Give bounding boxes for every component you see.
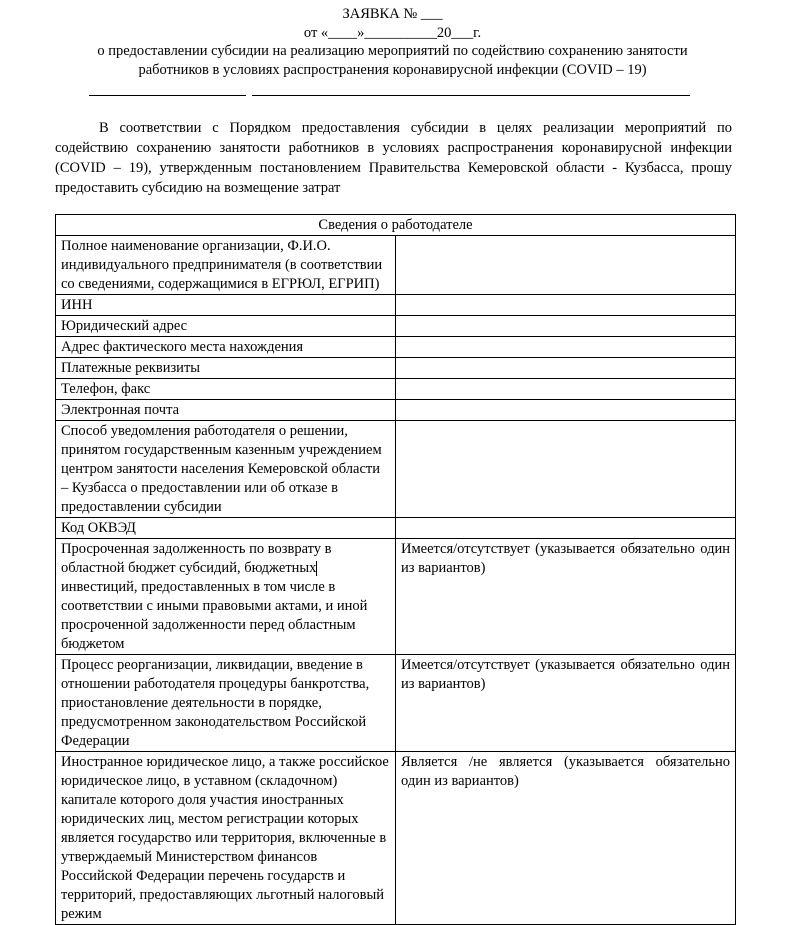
row-label-overdue-debt xyxy=(56,539,396,655)
row-label-notification-method: Способ уведомления работодателя о решении, принятом государственным казенным учреждением центром занятости населения Кемеровской области – Кузбасса о предоставлении или об отказе в предоставлении субсидии xyxy=(56,421,396,518)
table-row xyxy=(56,358,736,379)
row-label-legal-address: Юридический адрес xyxy=(56,316,396,337)
table-row xyxy=(56,295,736,316)
table-row xyxy=(56,655,736,752)
row-value-foreign-entity[interactable]: Является /не является (указывается обязательно один из вариантов) xyxy=(396,752,736,925)
row-value-reorganization[interactable]: Имеется/отсутствует (указывается обязательно один из вариантов) xyxy=(396,655,736,752)
row-label-okved: Код ОКВЭД xyxy=(56,518,396,539)
application-date-line: от «____»__________20___г. xyxy=(303,25,482,41)
table-row xyxy=(56,400,736,421)
application-subtitle-line1: о предоставлении субсидии на реализацию мероприятий по содействию сохранению занятости xyxy=(97,43,688,59)
row-label-reorganization: Процесс реорганизации, ликвидации, введение в отношении работодателя процедуры банкротства, приостановление деятельности в порядке, предусмотренном законодательством Российской Федерации xyxy=(56,655,396,752)
row-label-overdue-debt-part2: инвестиций, предоставленных в том числе в соответствии с иными правовыми актами, и иной просроченной задолженности перед областным бюджетом xyxy=(61,579,368,652)
row-value-email[interactable] xyxy=(396,400,736,421)
text-cursor xyxy=(316,561,317,576)
table-row xyxy=(56,752,736,925)
row-value-notification-method[interactable] xyxy=(396,421,736,518)
table-row xyxy=(56,236,736,295)
row-value-overdue-debt[interactable]: Имеется/отсутствует (указывается обязательно один из вариантов) xyxy=(396,539,736,655)
application-title: ЗАЯВКА № ___ xyxy=(342,6,443,22)
row-label-phone-fax: Телефон, факс xyxy=(56,379,396,400)
intro-text: В соответствии с Порядком предоставления субсидии в целях реализации мероприятий по содействию сохранению занятости работников в условиях распространения коронавирусной инфекции (COVID – 19), утвержденным постановлением Правительства Кемеровской области - Кузбасса, прошу предоставить субсидию на возмещение затрат xyxy=(55,120,732,196)
row-value-legal-address[interactable] xyxy=(396,316,736,337)
table-row xyxy=(56,421,736,518)
row-label-overdue-debt-part1: Просроченная задолженность по возврату в областной бюджет субсидий, бюджетных xyxy=(61,541,332,576)
table-row xyxy=(56,316,736,337)
row-value-payment-details[interactable] xyxy=(396,358,736,379)
row-label-foreign-entity: Иностранное юридическое лицо, а также российское юридическое лицо, в уставном (складочном) капитале которого доля участия иностранных юридических лиц, местом регистрации которых является государство или территория, включенные в утверждаемый Министерством финансов Российской Федерации перечень государств и территорий, предоставляющих льготный налоговый режим xyxy=(56,752,396,925)
row-label-actual-address: Адрес фактического места нахождения xyxy=(56,337,396,358)
blank-underline-right xyxy=(252,95,690,96)
table-header: Сведения о работодателе xyxy=(56,215,736,236)
row-value-inn[interactable] xyxy=(396,295,736,316)
row-label-payment-details: Платежные реквизиты xyxy=(56,358,396,379)
application-subtitle-line2: работников в условиях распространения коронавирусной инфекции (COVID – 19) xyxy=(138,62,647,78)
row-label-email: Электронная почта xyxy=(56,400,396,421)
intro-paragraph xyxy=(55,118,732,198)
row-label-full-name: Полное наименование организации, Ф.И.О. индивидуального предпринимателя (в соответствии со сведениями, содержащимися в ЕГРЮЛ, ЕГРИП) xyxy=(56,236,396,295)
blank-underline-left xyxy=(89,95,246,96)
table-row xyxy=(56,379,736,400)
table-row xyxy=(56,337,736,358)
row-value-full-name[interactable] xyxy=(396,236,736,295)
table-row xyxy=(56,518,736,539)
row-label-inn: ИНН xyxy=(56,295,396,316)
table-row xyxy=(56,539,736,655)
row-value-phone-fax[interactable] xyxy=(396,379,736,400)
row-value-okved[interactable] xyxy=(396,518,736,539)
employer-info-table xyxy=(55,214,736,925)
row-value-actual-address[interactable] xyxy=(396,337,736,358)
